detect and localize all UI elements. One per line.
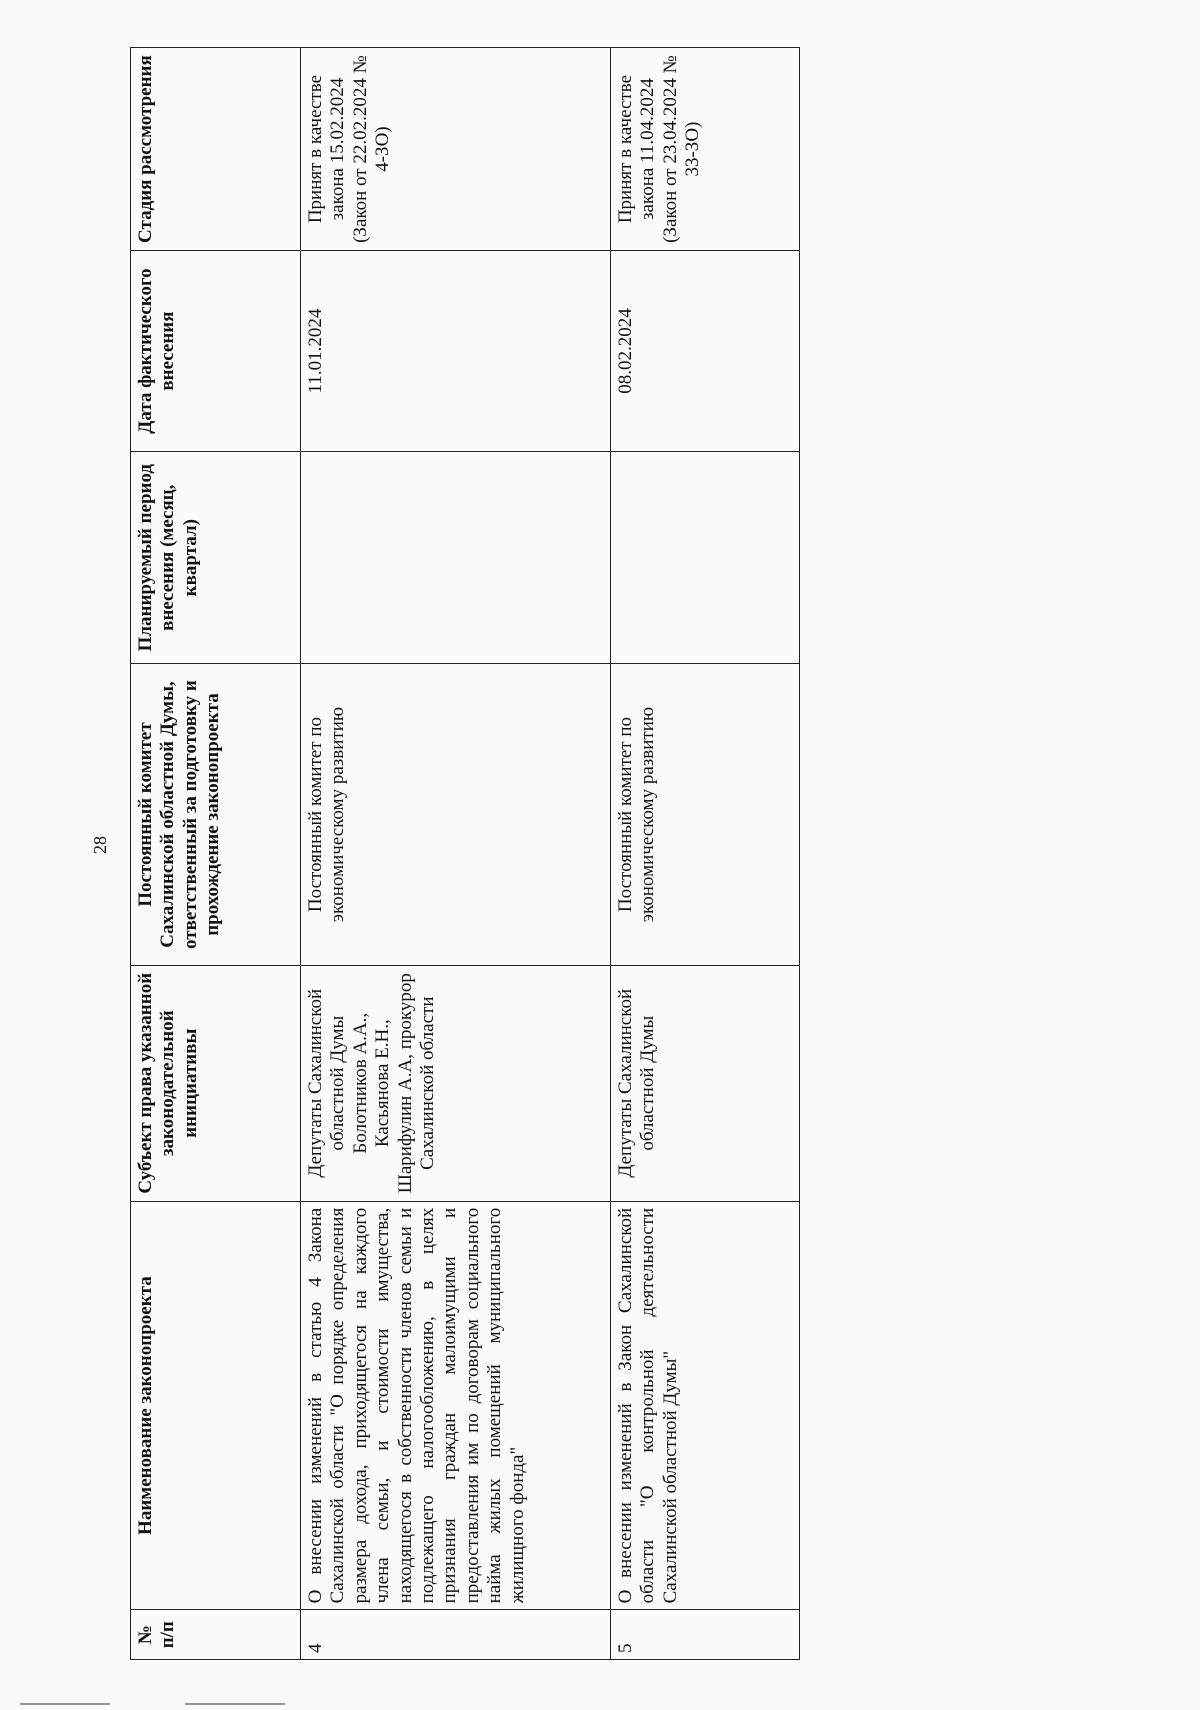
cell-subject: Депутаты Сахалинской областной Думы Болотников А.А., Касьянова Е.Н., Шарифулин А.А, прокурор Сахалинской области xyxy=(301,965,611,1201)
header-planned-period: Планируемый период внесения (месяц, квартал) xyxy=(131,451,301,664)
header-committee: Постоянный комитет Сахалинской областной Думы, ответственный за подготовку и прохождение законопроекта xyxy=(131,664,301,965)
table-row xyxy=(301,48,611,1660)
cell-stage: Принят в качестве закона 11.04.2024 (Закон от 23.04.2024 № 33-ЗО) xyxy=(611,48,800,251)
page-number: 28 xyxy=(90,836,110,854)
cell-committee: Постоянный комитет по экономическому развитию xyxy=(611,664,800,965)
cell-num: 5 xyxy=(611,1610,800,1660)
cell-stage: Принят в качестве закона 15.02.2024 (Закон от 22.02.2024 № 4-ЗО) xyxy=(301,48,611,251)
header-name: Наименование законопроекта xyxy=(131,1201,301,1610)
cell-actual-date: 08.02.2024 xyxy=(611,251,800,452)
cell-name: О внесении изменений в Закон Сахалинской области "О контрольной деятельности Сахалинской областной Думы" xyxy=(611,1201,800,1610)
cell-actual-date: 11.01.2024 xyxy=(301,251,611,452)
legislation-table xyxy=(130,47,800,1660)
header-subject: Субъект права указанной законодательной инициативы xyxy=(131,965,301,1201)
header-actual-date: Дата фактического внесения xyxy=(131,251,301,452)
cell-committee: Постоянный комитет по экономическому развитию xyxy=(301,664,611,965)
table-header-row xyxy=(131,48,301,1660)
header-stage: Стадия рассмотрения xyxy=(131,48,301,251)
header-num: № п/п xyxy=(131,1610,301,1660)
cell-name: О внесении изменений в статью 4 Закона Сахалинской области "О порядке определения размера дохода, приходящегося на каждого члена семьи, и стоимости имущества, находящегося в собственности членов семьи и подлежащего налогообложению, в целях признания граждан малоимущими и предоставления им по договорам социального найма жилых помещений муниципального жилищного фонда" xyxy=(301,1201,611,1610)
cell-subject: Депутаты Сахалинской областной Думы xyxy=(611,965,800,1201)
scan-edge-mark xyxy=(185,1703,285,1705)
cell-planned-period xyxy=(611,451,800,664)
table-row xyxy=(611,48,800,1660)
cell-num: 4 xyxy=(301,1610,611,1660)
scan-edge-mark xyxy=(20,1703,110,1705)
cell-planned-period xyxy=(301,451,611,664)
